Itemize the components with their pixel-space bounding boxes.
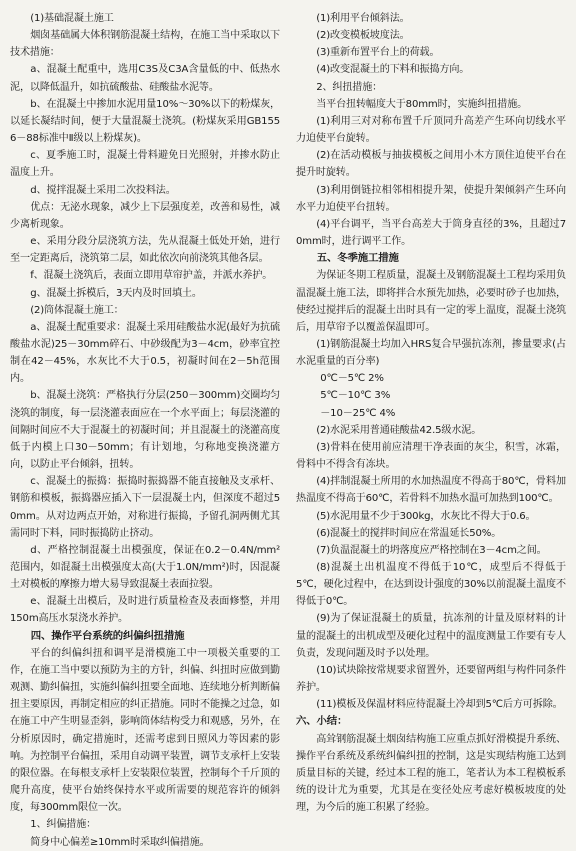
section-heading: 四、操作平台系统的纠偏纠扭措施: [30, 629, 185, 642]
section-heading: 六、小结：: [296, 715, 348, 728]
paragraph: 1、纠偏措施：: [30, 819, 97, 831]
paragraph: (2)筒体混凝土施工：: [30, 304, 124, 316]
paragraph: (3)利用倒链拉相邻相相提升架，使提升架倾斜产生环向水平力迫使平台扭转。: [296, 184, 566, 213]
paragraph: b、混凝土浇筑：严格执行分层(250－300mm)交圈均匀浇筑的制度，每一层浇灌表面应在一个水平面上；每层浇灌的间隔时间应不大于混凝土的初凝时间；并且混凝土的浇灌高度低于内模上口30－50mm；有计划地，匀称地变换浇灌方向，以防止平台倾斜，扭转。: [10, 390, 281, 471]
paragraph: f、混凝土浇筑后，表面立即用草帘护盖，并派水养护。: [30, 270, 273, 282]
paragraph: 高耸钢筋混凝土烟囱结构施工应重点抓好滑模提升系统、操作平台系统及系统纠偏纠扭的控制，这是实现结构施工达到质量目标的关键，经过本工程的施工，笔者认为本工程模板系统的设计尤为重要，尤其是在变径处应考虑好模板坡度的处理，为今后的施工积累了经验。: [296, 733, 566, 814]
paragraph: (2)水泥采用普通硅酸盐42.5级水泥。: [316, 424, 482, 436]
paragraph: 平台的纠偏纠扭和调平是滑模施工中一项极关重要的工作，在施工当中要以预防为主的方针，纠偏、纠扭时应做到勤观测、勤纠偏扭，实施纠偏纠扭要全面地、连续地分析判断偏扭主要原因，再制定相应的纠正措施。同时不能操之过急，如在施工中产生明显歪斜，影响筒体结构受力和观感，另外，在分析原因时，确定措施时，还需考虑到日照风力等因素的影响。为控制平台偏扭，采用自动调平装置，调节支承杆上安装的限位器。在每根支承杆上安装限位装置，控制每个千斤顶的爬升高度，使平台始终保持水平或所需要的规范容许的倾斜度，每300mm限位一次。: [10, 647, 280, 814]
paragraph: b、在混凝土中掺加水泥用量10%～30%以下的粉煤灰，以延长凝结时间，便于大量混凝土浇筑。(粉煤灰采用GB1556－88标准中Ⅱ级以上粉煤灰)。: [10, 98, 280, 145]
paragraph: g、混凝土拆模后，3天内及时回填土。: [30, 287, 202, 299]
dosage-row: 0℃－5℃ 2%: [320, 373, 384, 385]
paragraph: c、夏季施工时，混凝土骨料避免日光照射，并掺水防止温度上升。: [10, 150, 280, 179]
paragraph: e、采用分段分层浇筑方法，先从混凝土低处开始，进行至一定距离后，浇筑第二层，如此依次向前浇筑其他各层。: [10, 236, 280, 265]
paragraph: (1)钢筋混凝土均加入HRS复合早强抗冻剂，掺量要求(占水泥重量的百分率): [296, 338, 566, 368]
right-column: [296, 10, 566, 814]
left-column: [10, 10, 281, 848]
dosage-row: 5℃－10℃ 3%: [320, 390, 391, 402]
paragraph: e、混凝土出模后，及时进行质量检查及表面修整，并用150m高压水泵浇水养护。: [10, 596, 280, 625]
paragraph: a、混凝土配重要求：混凝土采用硅酸盐水泥(最好为抗硫酸盐水泥)25－30mm碎石、中砂级配为3－4cm，砂率宜控制在42－45%，水灰比不大于0.5，初凝时间在2－5h范围内。: [10, 321, 280, 385]
paragraph: (4)平台调平，当平台高差大于筒身直径的3%，且超过70mm时，进行调平工作。: [296, 218, 566, 248]
section-heading: 五、冬季施工措施: [316, 252, 399, 265]
paragraph: (1)利用三对对称布置千斤顶同升高差产生环向切线水平力迫使平台旋转。: [296, 115, 566, 145]
paragraph: (4)改变混凝土的下料和振捣方向。: [316, 64, 470, 76]
paragraph: 优点：无泌水现象，减少上下层强度差，改善和易性，减少离析现象。: [10, 201, 280, 230]
paragraph: a、混凝土配重中，选用C3S及C3A含量低的中、低热水泥，以降低温升，如抗硫酸盐、硅酸盐水泥等。: [10, 64, 280, 93]
paragraph: 2、纠扭措施：: [316, 81, 383, 93]
paragraph: (10)试块除按常规要求留置外，还要留两组与构件同条件养护。: [296, 664, 566, 694]
paragraph: (3)重新布置平台上的荷载。: [316, 47, 440, 59]
dosage-row: －10－25℃ 4%: [320, 407, 396, 419]
paragraph: (8)混凝土出机温度不得低于10℃，成型后不得低于5℃，硬化过程中，在达到设计强度的30%以前混凝土温度不得低于0℃。: [296, 562, 566, 608]
paragraph: 烟囱基础属大体积钢筋混凝土结构，在施工当中采取以下技术措施：: [10, 30, 280, 59]
paragraph: 当平台扭转幅度大于80mm时，实施纠扭措施。: [316, 98, 528, 110]
paragraph: (4)拌制混凝土所用的水加热温度不得高于80℃，骨料加热温度不得高于60℃，若骨料不加热水温可加热到100℃。: [296, 476, 566, 505]
paragraph: (2)改变模板坡度法。: [316, 30, 410, 42]
paragraph: (1)基础混凝土施工: [30, 13, 114, 24]
paragraph: (1)利用平台倾斜法。: [316, 13, 410, 24]
paragraph: (3)骨料在使用前应清理干净表面的灰尘，积雪，冰霜，骨料中不得含有冻块。: [296, 441, 566, 471]
paragraph: (7)负温混凝土的坍落度应严格控制在3－4cm之间。: [316, 544, 547, 556]
paragraph: (11)模板及保温材料应待混凝土冷却到5℃后方可拆除。: [316, 699, 563, 711]
paragraph: (5)水泥用量不少于300kg，水灰比不得大于0.6。: [316, 510, 536, 522]
paragraph: d、搅拌混凝土采用二次投料法。: [30, 184, 176, 196]
paragraph: d、严格控制混凝土出模强度，保证在0.2－0.4N/mm²范围内，如混凝土出模强度太高(大于1.0N/mm²)时，因混凝土对模板的摩擦力增大易导致混凝土表面拉裂。: [10, 544, 280, 591]
paragraph: 为保证冬期工程质量，混凝土及钢筋混凝土工程均采用负温混凝土施工法，即将拌合水预先加热，必要时砂子也加热，使经过搅拌后的混凝土出时具有一定的零上温度，混凝土浇筑后，用草帘予以覆盖保温即可。: [296, 270, 566, 333]
paragraph: 简身中心偏差≥10mm时采取纠偏措施。: [30, 836, 210, 848]
paragraph: (2)在活动模板与抽拔模板之间用小木方顶住迫使平台在提升时旋转。: [296, 150, 566, 179]
paragraph: (6)混凝土的搅拌时间应在常温延长50%。: [316, 527, 502, 539]
paragraph: c、混凝土的振捣：振捣时振捣器不能直接触及支承杆、钢筋和模板，振捣器应插入下一层混凝土内，但深度不超过50mm。从对边两点开始，对称进行振捣，予留孔洞两侧尤其需同时下料，同时振捣防止挤动。: [10, 476, 280, 539]
paragraph: (9)为了保证混凝土的质量，抗冻剂的计量及原材料的计量的混凝土的出机成型及硬化过程中的温度测量工作要有专人负责，发现问题及时予以处理。: [296, 613, 566, 659]
